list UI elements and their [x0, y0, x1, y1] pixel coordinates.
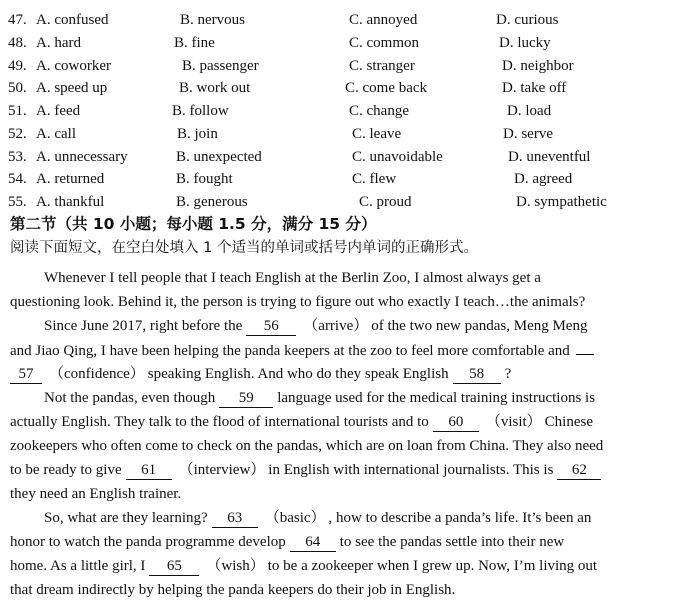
- option-a: A. thankful: [36, 194, 105, 210]
- question-number: 54.: [8, 171, 27, 187]
- option-d: D. take off: [502, 80, 567, 96]
- question-number: 48.: [8, 35, 27, 51]
- passage-line: [44, 506, 591, 530]
- passage-text: to be ready to give: [10, 462, 122, 478]
- passage-line: [10, 458, 605, 482]
- option-a: A. hard: [36, 35, 81, 51]
- passage-text: of the two new pandas, Meng Meng: [371, 318, 588, 334]
- question-number: 52.: [8, 126, 27, 142]
- option-d: D. serve: [503, 126, 553, 142]
- option-c: C. unavoidable: [352, 149, 443, 165]
- passage-text: to be a zookeeper when I grew up. Now, I’m living out: [267, 558, 598, 574]
- option-d: D. curious: [496, 12, 559, 28]
- passage-line: Whenever I tell people that I teach English at the Berlin Zoo, I almost always get a: [44, 270, 541, 286]
- option-b: B. fought: [176, 171, 233, 187]
- passage-text: to see the pandas settle into their new: [339, 534, 565, 550]
- passage-text: Chinese: [544, 414, 593, 430]
- blank-58[interactable]: 58: [453, 365, 501, 384]
- question-number: 55.: [8, 194, 27, 210]
- option-a: A. confused: [36, 12, 109, 28]
- option-b: B. nervous: [180, 12, 245, 28]
- blank-56[interactable]: 56: [246, 317, 296, 336]
- option-c: C. proud: [359, 194, 412, 210]
- blank-64[interactable]: 64: [290, 533, 336, 552]
- word-hint: （wish）: [206, 558, 265, 574]
- blank-61[interactable]: 61: [126, 461, 172, 480]
- option-a: A. returned: [36, 171, 105, 187]
- option-d: D. agreed: [514, 171, 573, 187]
- option-d: D. sympathetic: [516, 194, 607, 210]
- option-b: B. follow: [172, 103, 229, 119]
- word-hint: （confidence）: [49, 366, 145, 382]
- option-c: C. stranger: [349, 58, 415, 74]
- passage-text: So, what are they learning?: [44, 510, 208, 526]
- option-b: B. unexpected: [176, 149, 262, 165]
- blank-57-start[interactable]: [576, 338, 594, 355]
- passage-text: in English with international journalists. This is: [268, 462, 554, 478]
- option-d: D. neighbor: [502, 58, 574, 74]
- option-c: C. flew: [352, 171, 397, 187]
- option-c: C. change: [349, 103, 409, 119]
- section-title: 第二节（共 10 小题；每小题 1.5 分，满分 15 分）: [10, 215, 377, 233]
- passage-line: zookeepers who often come to check on the pandas, which are on loan from China. They also need: [10, 438, 604, 454]
- blank-63[interactable]: 63: [212, 509, 258, 528]
- option-d: D. load: [507, 103, 552, 119]
- option-a: A. unnecessary: [36, 149, 128, 165]
- passage-text: , how to describe a panda’s life. It’s been an: [328, 510, 592, 526]
- passage-text: Since June 2017, right before the: [44, 318, 243, 334]
- passage-text: actually English. They talk to the flood of international tourists and to: [10, 414, 429, 430]
- passage-text: Not the pandas, even though: [44, 390, 216, 406]
- option-a: A. call: [36, 126, 76, 142]
- question-number: 50.: [8, 80, 27, 96]
- option-c: C. common: [349, 35, 419, 51]
- blank-57[interactable]: 57: [10, 365, 42, 384]
- passage-line: questioning look. Behind it, the person is trying to figure out who exactly I teach…the animals?: [10, 294, 586, 310]
- option-a: A. speed up: [36, 80, 108, 96]
- word-hint: （visit）: [485, 414, 542, 430]
- word-hint: （basic）: [264, 510, 326, 526]
- passage-line: [10, 554, 597, 578]
- passage-text: language used for the medical training instructions is: [277, 390, 596, 406]
- passage-line: that dream indirectly by helping the panda keepers do their job in English.: [10, 582, 456, 598]
- passage-line: [10, 362, 511, 386]
- option-b: B. generous: [176, 194, 248, 210]
- blank-59[interactable]: 59: [219, 389, 273, 408]
- option-b: B. passenger: [182, 58, 259, 74]
- passage-text: honor to watch the panda programme develop: [10, 534, 286, 550]
- option-c: C. leave: [352, 126, 402, 142]
- passage-line: [10, 338, 594, 362]
- option-b: B. join: [177, 126, 218, 142]
- option-a: A. coworker: [36, 58, 111, 74]
- passage-line: [44, 386, 595, 410]
- option-a: A. feed: [36, 103, 81, 119]
- option-b: B. work out: [179, 80, 251, 96]
- passage-text: speaking English. And who do they speak English: [147, 366, 449, 382]
- passage-line: [10, 410, 593, 434]
- passage-line: [44, 314, 587, 338]
- option-c: C. come back: [345, 80, 428, 96]
- option-c: C. annoyed: [349, 12, 418, 28]
- passage-line: [10, 530, 564, 554]
- question-number: 51.: [8, 103, 27, 119]
- question-number: 47.: [8, 12, 27, 28]
- blank-65[interactable]: 65: [149, 557, 199, 576]
- section-instruction: 阅读下面短文，在空白处填入 1 个适当的单词或括号内单词的正确形式。: [10, 240, 478, 256]
- option-d: D. lucky: [499, 35, 551, 51]
- option-d: D. uneventful: [508, 149, 591, 165]
- passage-text: ?: [504, 366, 512, 382]
- blank-60[interactable]: 60: [433, 413, 479, 432]
- word-hint: （arrive）: [303, 318, 369, 334]
- blank-62[interactable]: 62: [557, 461, 601, 480]
- passage-text: home. As a little girl, I: [10, 558, 146, 574]
- question-number: 53.: [8, 149, 27, 165]
- question-number: 49.: [8, 58, 27, 74]
- passage-text: and Jiao Qing, I have been helping the panda keepers at the zoo to feel more comfortable and: [10, 343, 570, 359]
- word-hint: （interview）: [178, 462, 266, 478]
- passage-line: they need an English trainer.: [10, 486, 182, 502]
- option-b: B. fine: [174, 35, 215, 51]
